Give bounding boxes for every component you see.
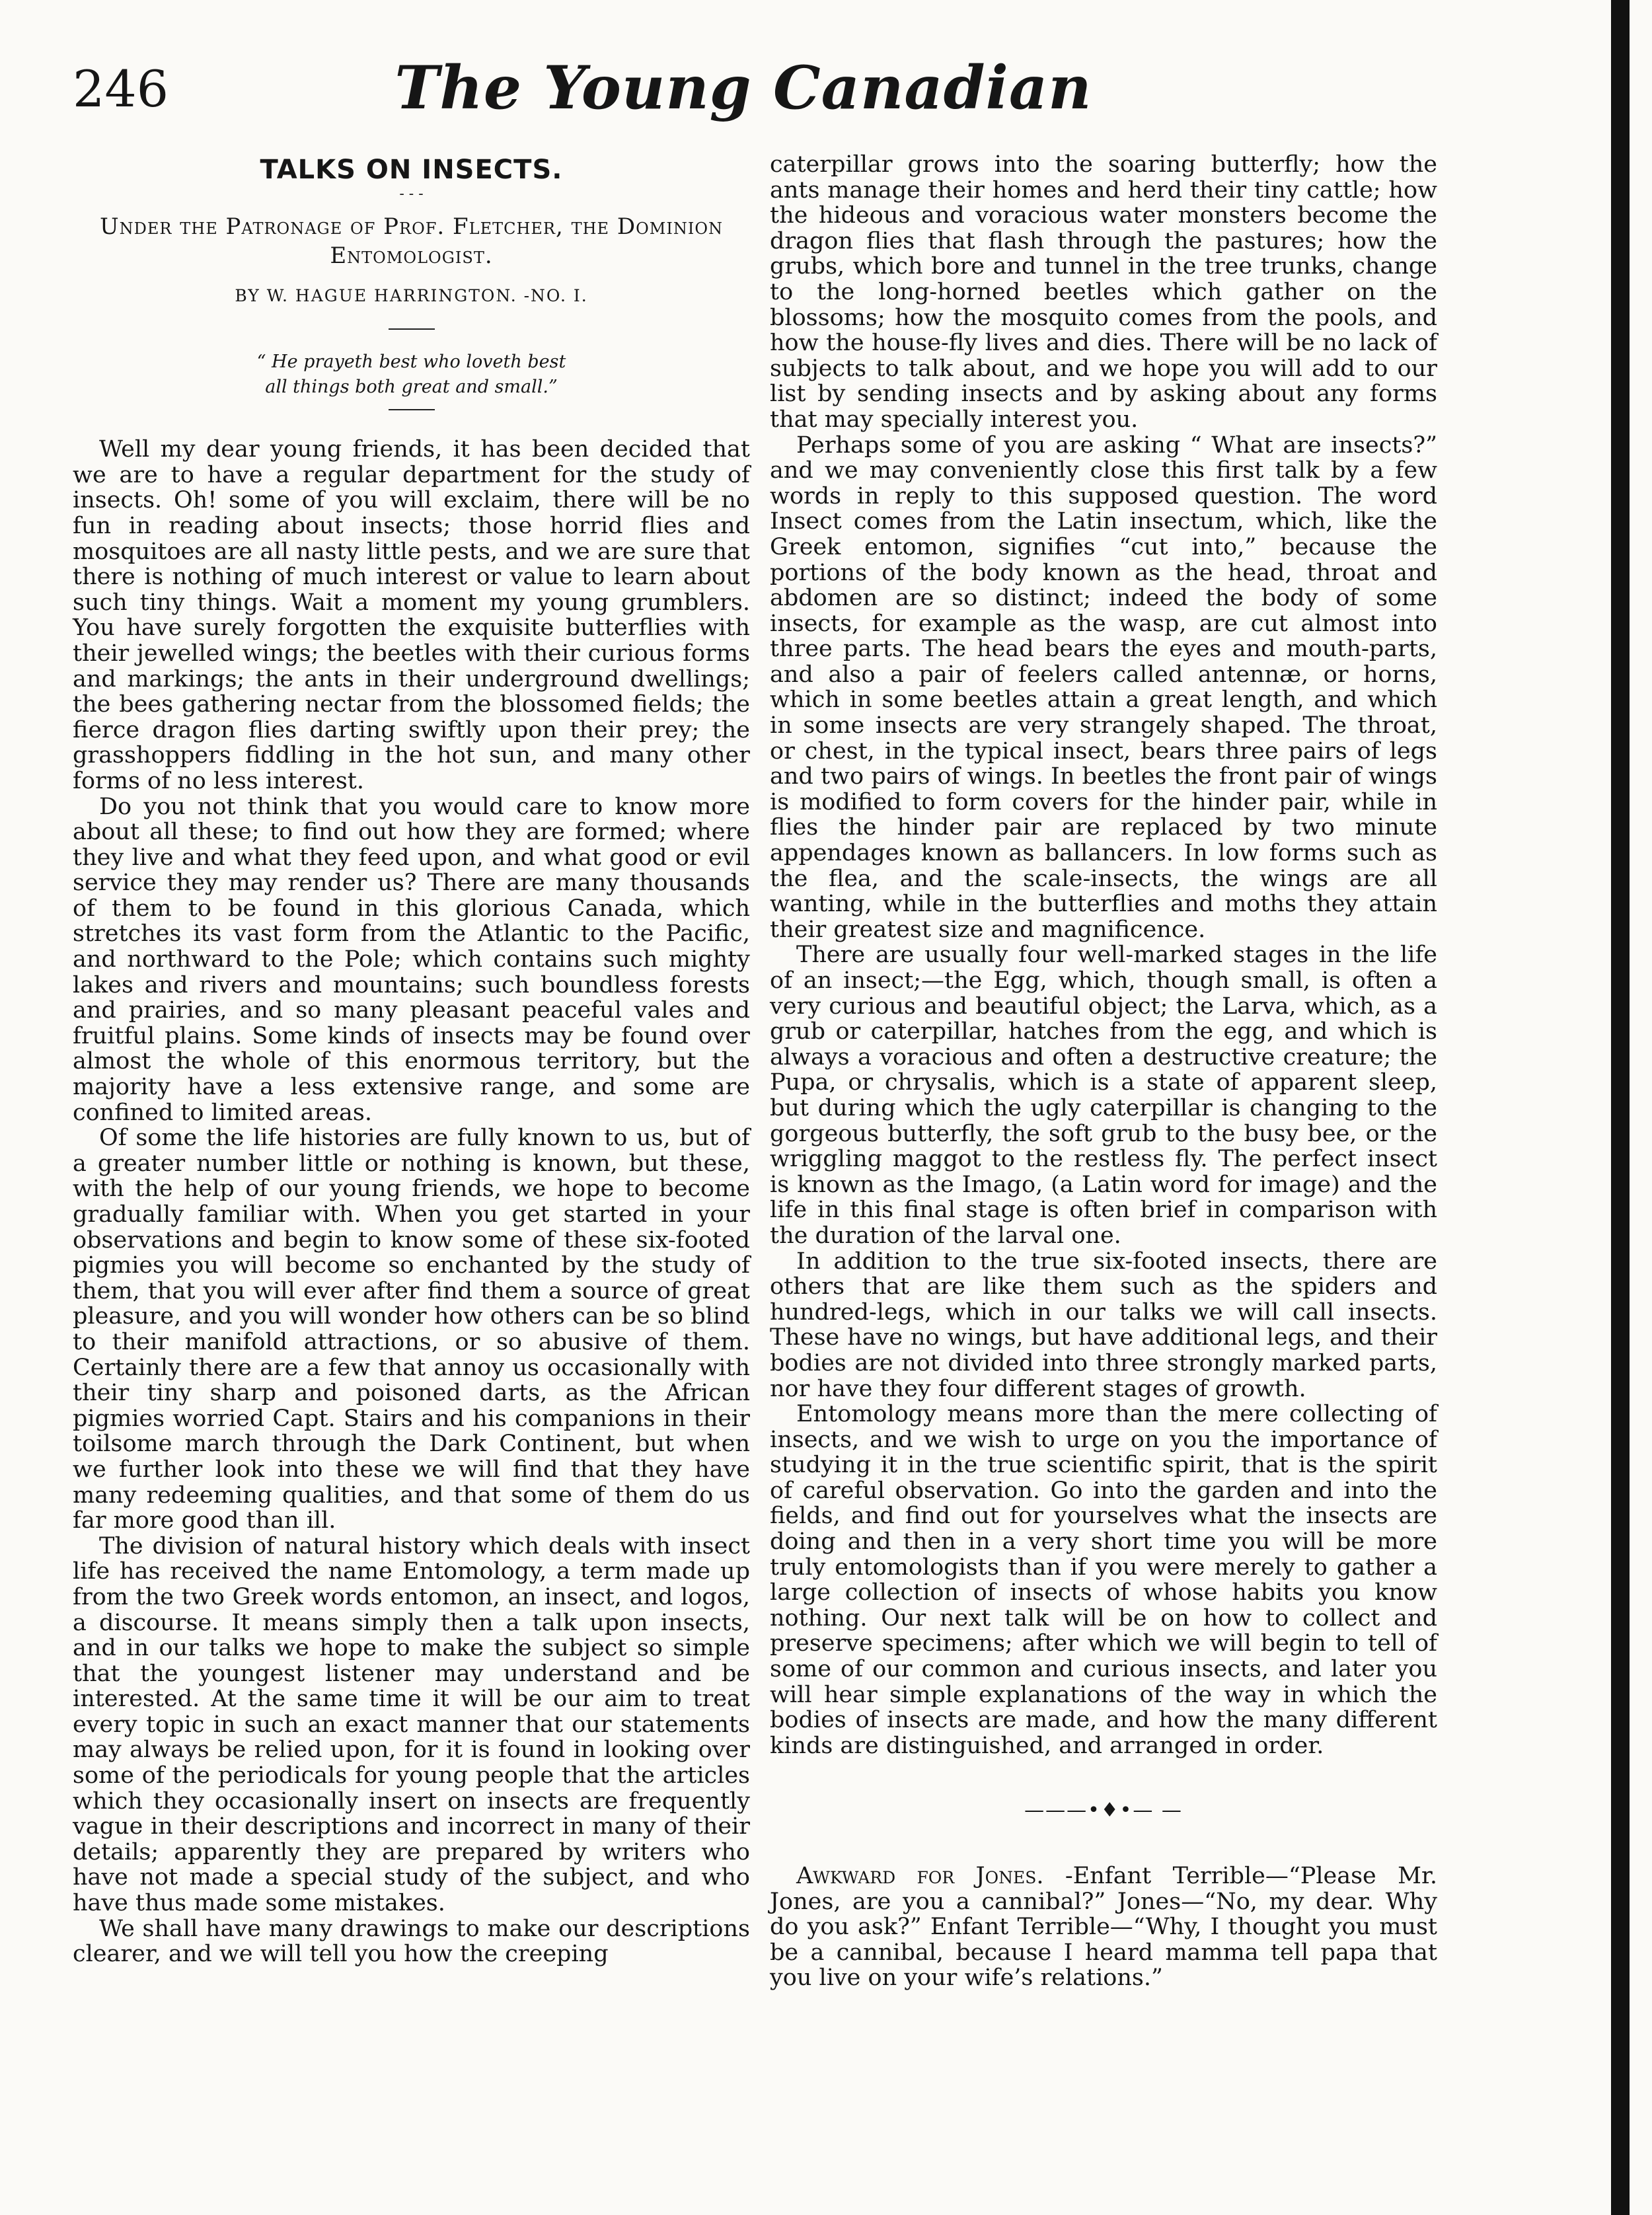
epigraph-line: “ He prayeth best who loveth best xyxy=(256,352,566,373)
paragraph: We shall have many drawings to make our descriptions clearer, and we will tell you how the creeping xyxy=(73,1915,750,1968)
epigraph-line: all things both great and small.” xyxy=(265,377,558,398)
byline: BY W. HAGUE HARRINGTON. -NO. I. xyxy=(235,285,588,305)
paragraph: Entomology means more than the mere collecting of insects, and we wish to urge on you the importance of studying it in the true scientific spirit, that is the spirit of careful observation. Go into the garden and into the fields, and find out for yourselves what the insects are doing and then in a very short time you will be more truly entomologists than if you were merely to gather a large collection of insects of whose habits you know nothing. Our next talk will be on how to collect and preserve specimens; after which we will begin to tell of some of our common and curious insects, and later you will hear simple explanations of the way in which the bodies of insects are made, and how the many different kinds are distinguished, and arranged in order. xyxy=(770,1401,1437,1759)
page-number: 246 xyxy=(73,59,169,118)
divider xyxy=(389,328,435,330)
anecdote-title: Awkward for Jones. xyxy=(796,1863,1044,1889)
article-title: TALKS ON INSECTS. xyxy=(260,155,563,185)
paragraph: Well my dear young friends, it has been decided that we are to have a regular department for the study of insects. Oh! some of you will exclaim, there will be no fun in reading about insects; those horrid flies and mosquitoes are all nasty little pests, and we are sure that there is nothing of much interest or value to learn about such tiny things. Wait a moment my young grumblers. You have surely forgotten the exquisite butterflies with their jewelled wings; the beetles with their curious forms and markings; the ants in their underground dwellings; the bees gathering nectar from the blossomed fields; the fierce dragon flies darting swiftly upon their prey; the grasshoppers fiddling in the hot sun, and many other forms of no less interest. xyxy=(73,436,750,794)
paragraph: There are usually four well-marked stages in the life of an insect;—the Egg, which, though small, is often a very curious and beautiful object; the Larva, which, as a grub or caterpillar, hatches from the egg, and which is always a voracious and often a destructive creature; the Pupa, or chrysalis, which is a state of apparent sleep, but during which the ugly caterpillar is changing to the gorgeous butterfly, the soft grub to the busy bee, or the wriggling maggot to the restless fly. The perfect insect is known as the Imago, (a Latin word for image) and the life in this final stage is often brief in comparison with the duration of the larval one. xyxy=(770,942,1437,1249)
epigraph xyxy=(73,350,750,400)
left-column xyxy=(73,152,750,1967)
anecdote-text: -Enfant Terrible—“Please Mr. Jones, are you a cannibal?” Jones—“No, my dear. Why do you ask?” Enfant Terrible—“Why, I thought you must be a cannibal, because I heard mamma tell papa that you live on your wife’s relations.” xyxy=(770,1863,1437,1992)
right-column xyxy=(770,152,1437,1991)
paragraph: Do you not think that you would care to know more about all these; to find out how they are formed; where they live and what they feed upon, and what good or evil service they may render us? There are many thousands of them to be found in this glorious Canada, which stretches its vast form from the Atlantic to the Pacific, and northward to the Pole; which contains such mighty lakes and rivers and mountains; such boundless forests and prairies, and so many pleasant peaceful vales and fruitful plains. Some kinds of insects may be found over almost the whole of this enormous territory, but the majority have a less extensive range, and some are confined to limited areas. xyxy=(73,793,750,1126)
section-separator: ———•♦•— — xyxy=(1024,1799,1183,1822)
patronage-line: Under the Patronage of Prof. Fletcher, the Dominion Entomologist. xyxy=(99,213,724,269)
masthead: The Young Canadian xyxy=(394,53,1092,123)
paragraph: Of some the life histories are fully known to us, but of a greater number little or nothing is known, but these, with the help of our young friends, we hope to become gradually familiar with. When you get started in your observations and begin to know some of these six-footed pigmies you will become so enchanted by the study of them, that you will ever after find them a source of great pleasure, and you will wonder how others can be so blind to their manifold attractions, or so abusive of them. Certainly there are a few that annoy us occasionally with their tiny sharp and poisoned darts, as the African pigmies worried Capt. Stairs and his companions in their toilsome march through the Dark Continent, but when we further look into these we will find that they have many redeeming qualities, and that some of them do us far more good than ill. xyxy=(73,1125,750,1534)
divider xyxy=(389,409,435,410)
page-edge-rule xyxy=(1611,0,1630,2215)
title-ornament: - - - xyxy=(399,185,424,202)
page-header xyxy=(73,46,1414,132)
paragraph: In addition to the true six-footed insects, there are others that are like them such as the spiders and hundred-legs, which in our talks we will call insects. These have no wings, but have additional legs, and their bodies are not divided into three strongly marked parts, nor have they four different stages of growth. xyxy=(770,1248,1437,1402)
anecdote xyxy=(770,1863,1437,1991)
paragraph: caterpillar grows into the soaring butterfly; how the ants manage their homes and herd their tiny cattle; how the hideous and voracious water monsters become the dragon flies that flash through the pastures; how the grubs, which bore and tunnel in the tree trunks, change to the long-horned beetles which gather on the blossoms; how the mosquito comes from the pools, and how the house-fly lives and dies. There will be no lack of subjects to talk about, and we hope you will add to our list by sending insects and by asking about any forms that may specially interest you. xyxy=(770,151,1437,433)
paragraph: The division of natural history which deals with insect life has received the name Entomology, a term made up from the two Greek words entomon, an insect, and logos, a discourse. It means simply then a talk upon insects, and in our talks we hope to make the subject so simple that the youngest listener may understand and be interested. At the same time it will be our aim to treat every topic in such an exact manner that our statements may always be relied upon, for it is found in looking over some of the periodicals for young people that the articles which they occasionally insert on insects are frequently vague in their descriptions and incorrect in many of their details; apparently they are prepared by writers who have not made a special study of the subject, and who have thus made some mistakes. xyxy=(73,1532,750,1917)
paragraph: Perhaps some of you are asking “ What are insects?” and we may conveniently close this first talk by a few words in reply to this supposed question. The word Insect comes from the Latin insectum, which, like the Greek entomon, signifies “cut into,” because the portions of the body known as the head, throat and abdomen are so distinct; indeed the body of some insects, for example as the wasp, are cut almost into three parts. The head bears the eyes and mouth-parts, and also a pair of feelers called antennæ, or horns, which in some beetles attain a great length, and which in some insects are very strangely shaped. The throat, or chest, in the typical insect, bears three pairs of legs and two pairs of wings. In beetles the front pair of wings is modified to form covers for the hinder pair, while in flies the hinder pair are replaced by two minute appendages known as ballancers. In low forms such as the flea, and the scale-insects, the wings are all wanting, while in the butterflies and moths they attain their greatest size and magnificence. xyxy=(770,432,1437,943)
